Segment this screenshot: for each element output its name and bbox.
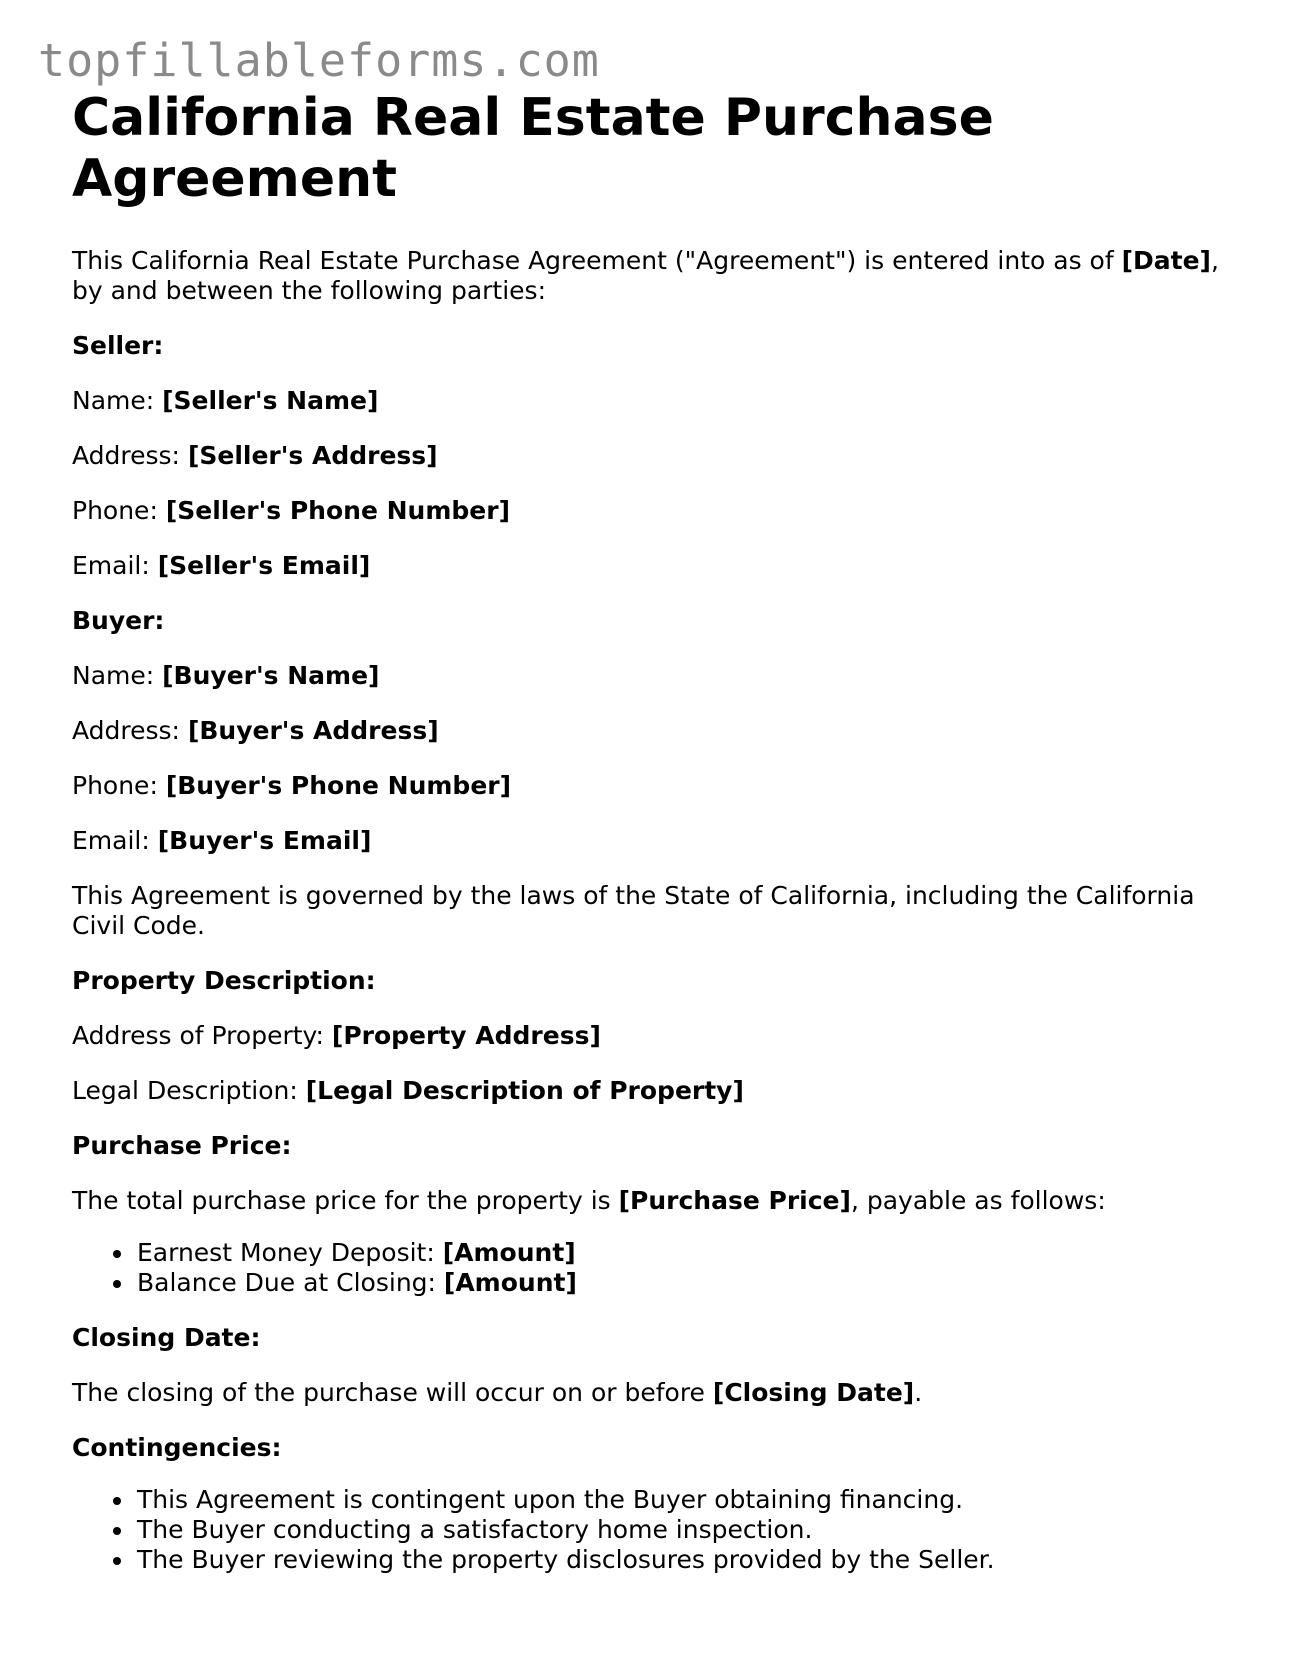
field-label: Email: (72, 551, 158, 580)
list-item: • The Buyer conducting a satisfactory home inspection. (135, 1515, 1232, 1545)
intro-paragraph (72, 246, 1232, 306)
property-heading: Property Description: (72, 966, 376, 995)
field-label: Legal Description: (72, 1076, 306, 1105)
seller-phone-placeholder: [Seller's Phone Number] (165, 496, 510, 525)
purchase-price-text-after: , payable as follows: (850, 1186, 1106, 1215)
list-item (135, 1238, 1232, 1268)
balance-due-placeholder: [Amount] (443, 1268, 577, 1297)
field-label: Address: (72, 716, 188, 745)
document-title: California Real Estate Purchase Agreement (72, 88, 994, 209)
closing-text-before: The closing of the purchase will occur on or before (72, 1378, 713, 1407)
property-address-line (72, 1021, 1232, 1051)
purchase-price-paragraph (72, 1186, 1232, 1216)
closing-date-placeholder: [Closing Date] (712, 1378, 915, 1407)
buyer-heading: Buyer: (72, 606, 165, 635)
field-label: Name: (72, 661, 163, 690)
governing-law-paragraph: This Agreement is governed by the laws of the State of California, including the California Civil Code. (72, 881, 1195, 940)
seller-name-placeholder: [Seller's Name] (162, 386, 379, 415)
buyer-phone-placeholder: [Buyer's Phone Number] (165, 771, 512, 800)
buyer-address-placeholder: [Buyer's Address] (187, 716, 439, 745)
field-label: Address of Property: (72, 1021, 332, 1050)
buyer-address-line (72, 716, 1232, 746)
watermark-text: topfillableforms.com (38, 34, 600, 87)
document-body (72, 88, 1232, 1600)
list-item: • This Agreement is contingent upon the Buyer obtaining financing. (135, 1485, 1232, 1515)
field-label: Address: (72, 441, 188, 470)
list-item (135, 1268, 1232, 1298)
closing-date-paragraph (72, 1378, 1232, 1408)
closing-date-heading: Closing Date: (72, 1323, 261, 1352)
seller-address-line (72, 441, 1232, 471)
buyer-email-line (72, 826, 1232, 856)
payment-list (72, 1238, 1232, 1298)
field-label: Phone: (72, 496, 166, 525)
intro-text-before: This California Real Estate Purchase Agreement ("Agreement") is entered into as of (72, 246, 1122, 275)
field-label: Email: (72, 826, 158, 855)
purchase-price-placeholder: [Purchase Price] (618, 1186, 851, 1215)
intro-text-after: , by and between the following parties: (72, 246, 1219, 305)
buyer-name-line (72, 661, 1232, 691)
list-item: • The Buyer reviewing the property disclosures provided by the Seller. (135, 1545, 1232, 1575)
closing-text-after: . (914, 1378, 923, 1407)
seller-address-placeholder: [Seller's Address] (187, 441, 438, 470)
earnest-money-placeholder: [Amount] (442, 1238, 576, 1267)
buyer-phone-line (72, 771, 1232, 801)
contingencies-heading: Contingencies: (72, 1433, 282, 1462)
buyer-email-placeholder: [Buyer's Email] (157, 826, 372, 855)
property-address-placeholder: [Property Address] (331, 1021, 601, 1050)
legal-description-line (72, 1076, 1232, 1106)
purchase-price-text-before: The total purchase price for the property is (72, 1186, 619, 1215)
legal-description-placeholder: [Legal Description of Property] (305, 1076, 744, 1105)
seller-name-line (72, 386, 1232, 416)
buyer-name-placeholder: [Buyer's Name] (162, 661, 380, 690)
seller-email-placeholder: [Seller's Email] (157, 551, 371, 580)
field-label: Phone: (72, 771, 166, 800)
seller-phone-line (72, 496, 1232, 526)
payment-label: Balance Due at Closing: (137, 1268, 444, 1297)
contingencies-list (72, 1485, 1232, 1575)
seller-heading: Seller: (72, 331, 164, 360)
seller-email-line (72, 551, 1232, 581)
payment-label: Earnest Money Deposit: (137, 1238, 443, 1267)
field-label: Name: (72, 386, 163, 415)
purchase-price-heading: Purchase Price: (72, 1131, 292, 1160)
date-placeholder: [Date] (1121, 246, 1211, 275)
